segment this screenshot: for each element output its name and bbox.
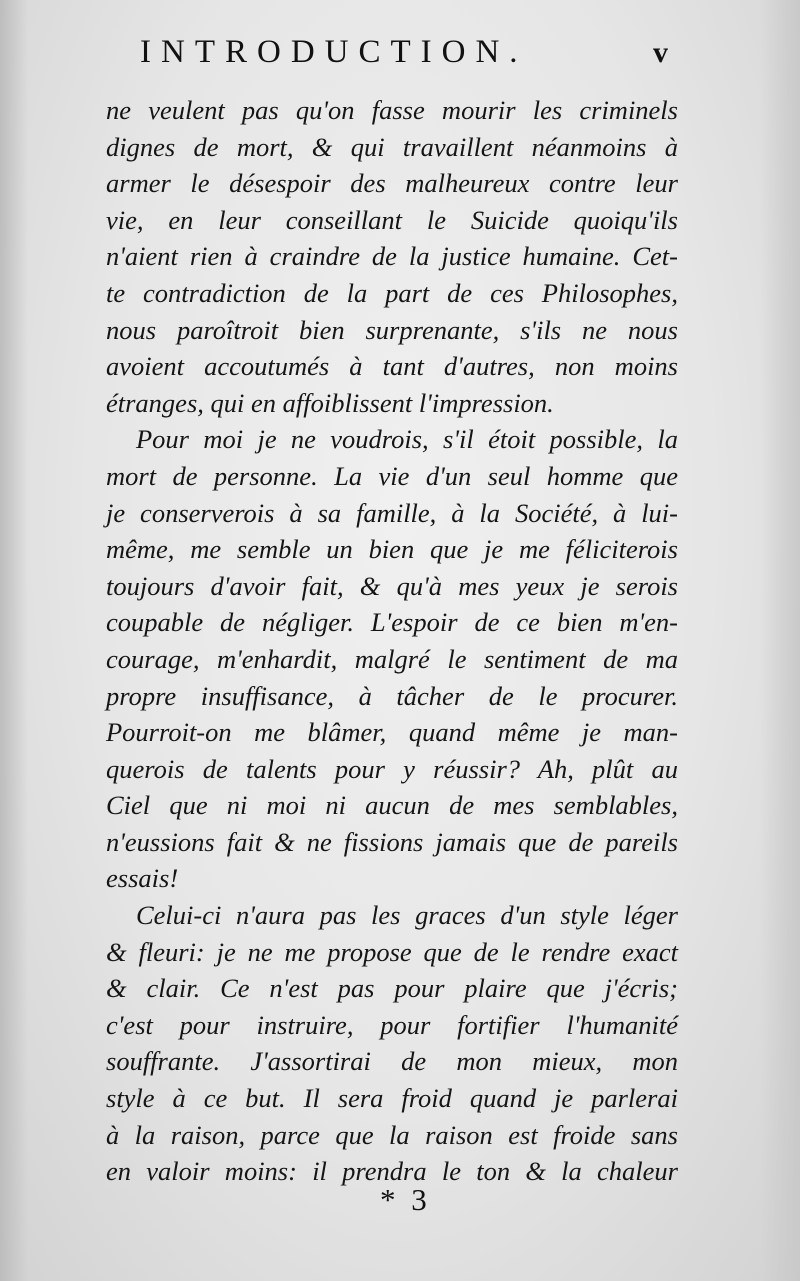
text-line: mort de personne. La vie d'un seul homme que — [106, 460, 678, 491]
text-line: essais! — [106, 863, 179, 894]
text-line: te contradiction de la part de ces Philosophes, — [106, 277, 678, 308]
text-line: étranges, qui en affoiblissent l'impression. — [106, 387, 554, 418]
text-line: querois de talents pour y réussir? Ah, plût au — [106, 753, 678, 784]
text-line: dignes de mort, & qui travaillent néanmoins à — [106, 131, 678, 162]
text-line: je conserverois à sa famille, à la Société, à lui- — [106, 497, 678, 528]
text-line: ne veulent pas qu'on fasse mourir les criminels — [106, 95, 678, 125]
text-line: Celui-ci n'aura pas les graces d'un style léger — [136, 900, 678, 931]
text-line: même, me semble un bien que je me féliciterois — [106, 534, 678, 565]
running-title: INTRODUCTION. — [140, 34, 528, 70]
text-line: avoient accoutumés à tant d'autres, non moins — [106, 351, 678, 382]
text-line: Pourroit-on me blâmer, quand même je man- — [106, 717, 678, 748]
body-text — [106, 92, 678, 1190]
text-line: à la raison, parce que la raison est froide sans — [106, 1119, 678, 1150]
text-line: n'aient rien à craindre de la justice humaine. Cet- — [106, 241, 678, 272]
signature-mark: * 3 — [380, 1182, 431, 1217]
page-header — [0, 34, 800, 84]
text-line: vie, en leur conseillant le Suicide quoiqu'ils — [106, 204, 678, 235]
text-line: style à ce but. Il sera froid quand je parlerai — [106, 1083, 678, 1114]
text-line: en valoir moins: il prendra le ton & la chaleur — [106, 1156, 678, 1187]
text-line: Ciel que ni moi ni aucun de mes semblables, — [106, 790, 678, 821]
text-line: propre insuffisance, à tâcher de le procurer. — [106, 680, 678, 711]
text-line: Pour moi je ne voudrois, s'il étoit possible, la — [136, 424, 678, 455]
text-line: c'est pour instruire, pour fortifier l'humanité — [106, 1009, 678, 1040]
text-line: nous paroîtroit bien surprenante, s'ils ne nous — [106, 314, 678, 345]
page-number: v — [653, 36, 668, 69]
text-line: courage, m'enhardit, malgré le sentiment de ma — [106, 643, 678, 674]
text-line: n'eussions fait & ne fissions jamais que de pareils — [106, 826, 678, 857]
text-line: toujours d'avoir fait, & qu'à mes yeux je serois — [106, 570, 678, 601]
text-line: coupable de négliger. L'espoir de ce bien m'en- — [106, 607, 678, 638]
text-line: souffrante. J'assortirai de mon mieux, mon — [106, 1046, 678, 1077]
text-line: armer le désespoir des malheureux contre leur — [106, 168, 678, 199]
text-line: & fleuri: je ne me propose que de le rendre exact — [106, 936, 678, 967]
text-line: & clair. Ce n'est pas pour plaire que j'écris; — [106, 973, 678, 1004]
